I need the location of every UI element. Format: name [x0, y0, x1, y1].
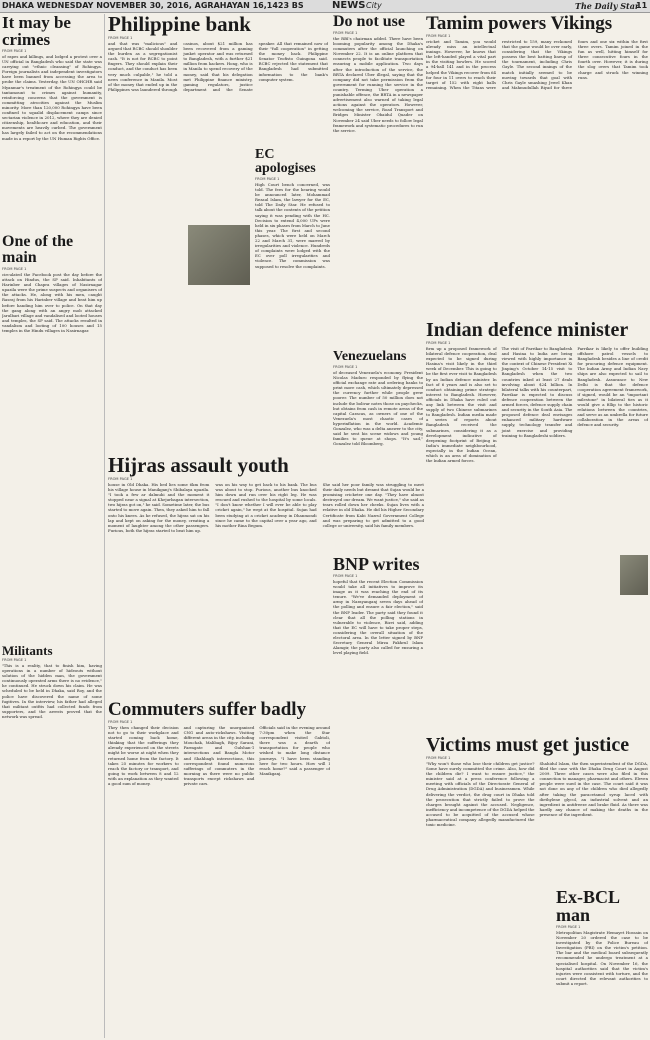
byline-ec-apologises: FROM PAGE 1 — [255, 177, 280, 181]
column-rule — [104, 14, 105, 1038]
headline-philippine-bank: Philippine bank — [108, 14, 251, 36]
headline-rohingya: It may be crimes — [2, 14, 71, 49]
byline-hijras: FROM PAGE 1 — [108, 477, 133, 481]
headline-indian-defence: Indian defence minister — [426, 320, 629, 341]
masthead-paper: DHAKA WEDNESDAY NOVEMBER 30, 2016, AGRAHAYAN 16,1423 BS — [2, 1, 304, 10]
byline-do-not-use: FROM PAGE 1 — [333, 31, 358, 35]
photo-hijras — [620, 555, 648, 595]
byline-commuters: FROM PAGE 1 — [108, 720, 133, 724]
story-do-not-use — [333, 14, 423, 349]
byline-victims: FROM PAGE 1 — [426, 756, 451, 760]
byline-ex-bcl: FROM PAGE 1 — [556, 925, 581, 929]
story-indian-defence — [426, 320, 648, 550]
byline-philippine-bank: FROM PAGE 1 — [108, 36, 133, 40]
masthead-bar — [0, 0, 650, 13]
story-victims — [426, 735, 648, 885]
headline-bnp-writes: BNP writes — [333, 555, 420, 574]
body-philippine-bank: and that was "malicious" and argued that RCBC should shoulder the burden as a segregationist cash. "It is not for RCBC to point fingers. They should explain their conduct, and the conduct has been very much culpable," he told a news conference in Manila. Most of the money that ended up in the Philippines was laundered through casinos, about $21 million has been recovered from a gaming junket operator and was returned to Bangladesh, with a further $21 million from hackers. Hong, who is in Manila to spend recovery of the money, said that his delegation met Philippine finance ministry, gaming regulators, justice department and the Senate speaker. All that remained now of their "full cooperation" in getting the money back. Philippine Senator Teofisto Guingona said. RCBC rejected the statement that Bangladesh had submitted information to the bank's computer system. — [108, 41, 328, 92]
story-tamim — [426, 14, 648, 314]
headline-victims: Victims must get justice — [426, 735, 630, 756]
story-commuters — [108, 700, 330, 1038]
byline-tamim: FROM PAGE 1 — [426, 34, 451, 38]
body-ec-apologises: High Court bench concerned, was told. The fees for the hearing would be announced later, Mohammad Rezaul Islam, the lawyer for the EC, told The Daily Star. He refused to talk about the contents of the petition saying it was pending with the HC. Decision to extend 4,000 UPs were held in six phases from March to June this year. The first and second phases, which were held on March 22 and March 31, were marred by irregularities and violence. Hundreds of complaints were lodged with the EC over poll irregularities and violence. The commission was supposed to resolve the complaints. — [255, 182, 330, 269]
story-rohingya — [2, 14, 102, 234]
headline-ex-bcl: Ex-BCL man — [556, 888, 620, 925]
body-rohingya: of rapes and killings, and lodged a protest over a UN official in Bangladesh who said the state was carrying out "ethnic cleansing" of Rohingya. Foreign journalists and independent investigators have been banned from accessing the area to probe the claims. Yesterday, the UN OHCHR said Myanmar's treatment of the Rohingya could be tantamount to crimes against humanity, reinforcing concerns that the government is committing atrocities against the Muslim minority. More than 120,000 Rohingya have been confined to squalid displacement camps since sectarian violence in 2012, where they are denied citizenship, healthcare and education, and their movements are heavily curbed. The government has largely failed to act on the recommendations made in a report by the UN Human Rights Office. — [2, 54, 102, 141]
story-bnp-writes — [333, 555, 423, 885]
body-indian-defence-col3: Parrikar is likely to offer building offshore patrol vessels to Bangladesh besides a line of credit for procuring defence equipment. The Indian Army and Indian Navy ships are also expected to sail to Bangladesh. Assurance to New Delhi is that the defence cooperation agreement framework, if signed, would be an "important milestone" in bilateral ties as it would give a fillip to the historic relations between the countries, and serve as an umbrella for future collaboration in the areas of defence and security. — [577, 346, 648, 428]
byline-bnp-writes: FROM PAGE 1 — [333, 574, 358, 578]
body-victims-col1: "Why won't those who lose their children get justice? Some have surely committed the crime. Also, how did the children die? I want to ensure justice," the minister said at a press conference following a meeting with officials of the Directorate General of Drug Administration (DGDA) and businessmen. While delivering the verdict, the drug court in Dhaka told the prosecution that strictly failed to prove the charges brought against the accused. Negligence, inefficiency and incompetence of the DGDA helped the accused to be acquitted of the accused whose pharmaceutical company allegedly manufactured the toxic medicine. — [426, 761, 535, 828]
headline-ec-apologises: EC apologises — [255, 148, 316, 176]
body-hijras-col3: She said her poor family was struggling to meet their daily needs but dreamt that Sujan would be a promising cricketer one day. "They have almost destroyed our dream. We want justice," she said as tears rolled down her cheeks. Sujan lives with a relative in old Dhaka. He did his Higher Secondary Certificate from Kabi Nazrul Government College and was preparing to get admitted to a good college or university, said his family members. — [322, 482, 424, 528]
body-indian-defence-col1: firm up a proposed framework of bilateral defence cooperation, deal expected to be signed during Hasina's visit likely in the third week of December. This is going to be the first ever visit to Bangladesh by an Indian defence minister. In fact of 6 years and is also set to conduct obtaining prime strategic interest to Bangladesh. However, officials in Dhaka have ruled out any link between the visit and supply of two Chinese submarines to Bangladesh. Indian media made a series of reports about Bangladesh received the submarines, considering it as a development indicative of deepening footprint of Beijing in India's immediate neighbourhood, especially in the Indian Ocean, which is an area of domination of the Indian armed forces. — [426, 346, 497, 464]
body-one-of-the-main: circulated the Facebook post the day before the attack on Hindus, the SP said. Inhabitants of Harinber and Chapra villages of Nasirnagar upazila were the prime suspects and organisers of the attacks. He, along with his men, caught Rasraj from his Harinber village and beat him up before handing him over to police. On that day the gang along with an angry mob attacked Jarulbari village and vandalised and looted houses and temples, the SP said. The attacks resulted in vandalism and looting of 100 houses and 15 temples in the Hindu villages in Nasirnagar. — [2, 272, 102, 334]
masthead-page-number: 11 — [636, 1, 648, 10]
headline-do-not-use: Do not use — [333, 14, 406, 30]
headline-tamim: Tamim powers Vikings — [426, 14, 613, 34]
byline-rohingya: FROM PAGE 1 — [2, 49, 27, 53]
headline-one-of-the-main: One of the main — [2, 234, 74, 266]
body-militants: "This is a reality, that to finish him, having operations in a number of hideouts without solution of the hidden man, the government continuously operated arms there is no evidence," he continued. He struck down his claim. He was scheduled to be held in Dhaka, said Roy, and the police have discovered the name of some fugitives. In the interview, his father had alleged that militant outfits had collected funds from supporters, and the arrests proved that the network was spread. — [2, 663, 102, 719]
body-ex-bcl: Metropolitan Magistrate Hemayet Hossain on November 20 ordered the case to be investigated by the Police Bureau of Investigation (PBI) on the victim's petition. The bar and the medical board subsequently recommended he undergo treatment at a specialised hospital. On November 16, the hospital authorities said that the victim's injuries were consistent with torture, and the court directed the relevant authorities to submit a report. — [556, 930, 648, 986]
left-column — [2, 14, 102, 1038]
body-do-not-use: the RBI's chairman added. There have been booming popularity among the Dhaka's commuters after the official launching on November 22. It is an online platform that connects people to facilitate transportation ensuring a mobile application. Two days after the introduction of the service, the BRTA declared Uber illegal, saying that the company did not take permission from the government for running the service in the country. Terming Uber operation a punishable offence, the BRTA in a newspaper advertisement also warned of taking legal actions against the operators. However, welcoming the service, Road Transport and Bridges Minister Obaidul Quader on November 24 said Uber needs to follow legal framework and systematic procedures to run the service. — [333, 36, 423, 133]
headline-hijras: Hijras assault youth — [108, 455, 289, 477]
body-hijras-col2: was on his way to get back to his bank. The bus was about to stop. Furious, another bus knocked him down and run over his right leg. He was rescued and rushed to the hospital by some locals. "I don't know whether I will ever be able to play cricket again," he wept at the hospital. Sujan had been studying at a cricket academy in Dhanmondi since he came to the capital over a year ago, and his mother Rina Begum. — [215, 482, 317, 528]
masthead-section-sub: City — [366, 1, 382, 10]
masthead-section: NEWS — [332, 0, 366, 11]
byline-indian-defence: FROM PAGE 1 — [426, 341, 451, 345]
byline-militants: FROM PAGE 1 — [2, 658, 27, 662]
headline-commuters: Commuters suffer badly — [108, 700, 307, 720]
photo-commuters — [188, 225, 250, 285]
body-hijras-col1: house in Old Dhaka. His bed lies some 6km from his village house in Manikganj's Shibalaya upazila. "I took a few ar dalmuhi and the moment it stopped near a signal at Khejurbagan intersection, two hijras got on," he said. Sometime later, the bus started to move again. Then, they asked him to fall onto his knees. As he refused, the hijras sat on his lap and kept on asking for the money, creating a moment of laughter among the other passengers. Furious, both the hijras started to beat him up. — [108, 482, 210, 533]
masthead-brand: The Daily Star — [575, 1, 640, 11]
body-bnp-writes: hopeful that the recent Election Commission would take all initiatives to improve its image as it was reaching the end of its tenure. "We've demanded deployment of army in Narayanganj seven days ahead of the polling and ensure a fair election," said the BNP leader. The party said they found it clear that all the polling stations in vulnerable to violence, Rizvi said, adding that the EC will have to take proper steps, considering the overall situation of the electoral area. In the letter signed by BNP Secretary General Mirza Fakhrul Islam Alamgir, the party also called for ensuring a level playing field. — [333, 579, 423, 656]
body-venezuelans: of deceased Venezuela's economy. President Nicolas Maduro responded by flying the official exchange rate and ordering banks to print more cash, which ultimately depressed the currency further while people grew poorer. The number of 50 million does not include the bolivar notes those on paychecks, but obtains from cash in remote areas of the capital Caracas, as owners of one of the Venezuela's most chaotic cases of hyperinflation in the world. Academic Gonzalez, who was a delta answer to the city, said he sent his scene widows and young families to queue at shops. "It's sad," Gonzalez told Bloomberg. — [333, 370, 423, 447]
body-commuters-col1: They then changed their decision not to go to their workplace and started coming back home, thinking that the sufferings they already experienced on the streets might be worse at night when they returned home from the factory. It takes 25 minutes for workers to reach the factory or transport, and going to work between 8 and 12 with an explanation as they wanted a good sum of money. — [108, 725, 179, 787]
body-commuters-col2: and capturing the unorganised CNG and auto-rickshaws. Visiting different areas in the city, including Mouchak, Malibagh, Bijoy Sarani, Farmgate and Gulshan-1 intersections and Bangla Motor and Shahbagh intersections, this correspondent found numerous sufferings of commuters in the morning as there were no public transports except rickshaws and private cars. — [183, 725, 255, 787]
byline-one-of-the-main: FROM PAGE 1 — [2, 267, 27, 271]
headline-venezuelans: Venezuelans — [333, 350, 407, 364]
body-tamim: cricket and Tamim, you would already miss an intellectual innings. However, he knows that the left-handed played a vital part in the visiting bowlers. He scored a 94-ball 141 and in the process helped the Vikings recover from 64 for four in 11 overs to reach their target of 152 with eight balls remaining. When the Titans were restricted to 159, many reckoned that the game would be over early, considering that the Vikings possess the best batting lineup of the tournament, including Chris Gayle. The second innings of the match initially seemed to be moving towards that goal with Chris Gayle smashing Jewel Khan and Mahmudullah Riyad for three fours and one six within the first three overs. Tamim joined in the fun as well, hitting himself for three consecutive fours in the fourth over. However, it is during the slog overs that Tamim took charge and struck the winning runs. — [426, 39, 648, 90]
headline-militants: Militants — [2, 644, 53, 658]
story-ex-bcl — [556, 888, 648, 1038]
body-victims-col2: Shahidul Islam, the then superintendent of the DGDA, filed the case with the Dhaka Drug Court in August 2009. Three other cases were also filed in this connection to manager, pharmacist and others. Eleven people were sued in the case. The court said it was not done on any of the children who died allegedly after taking the paracetamol syrup laced with diethylene glycol, an industrial solvent and an ingredient in antifreeze and brake fluid. As there was hardly any chance of making the deaths in the presence of the ingredient. — [539, 761, 648, 817]
body-indian-defence-col2: The visit of Parrikar to Bangladesh and Hasina to India are being viewed with highly importance in the context of Chinese President Xi Jinping's October 14-15 visit to Bangladesh when the two countries inked at least 27 deals involving about $24 billion. In bilateral talks with his counterpart, Parrikar is expected to discuss defence cooperation between the armed forces, defence supply chain and security in the South Asia. The proposed defence deal envisages enhanced military hardware supply, technology transfer and joint exercise and providing training to Bangladeshi soldiers. — [501, 346, 573, 438]
byline-venezuelans: FROM PAGE 1 — [333, 365, 358, 369]
body-commuters-col3: Officials said in the evening around 7:30pm when the Star correspondent visited Gabtoli, there was a dearth of transportation for people who wished to make long distance journeys. "I have been standing here for two hours. How will I reach home?" said a passenger of Manikganj. — [259, 725, 330, 776]
story-militants — [2, 644, 102, 1034]
story-one-of-the-main — [2, 234, 102, 644]
story-ec-apologises — [255, 148, 330, 453]
